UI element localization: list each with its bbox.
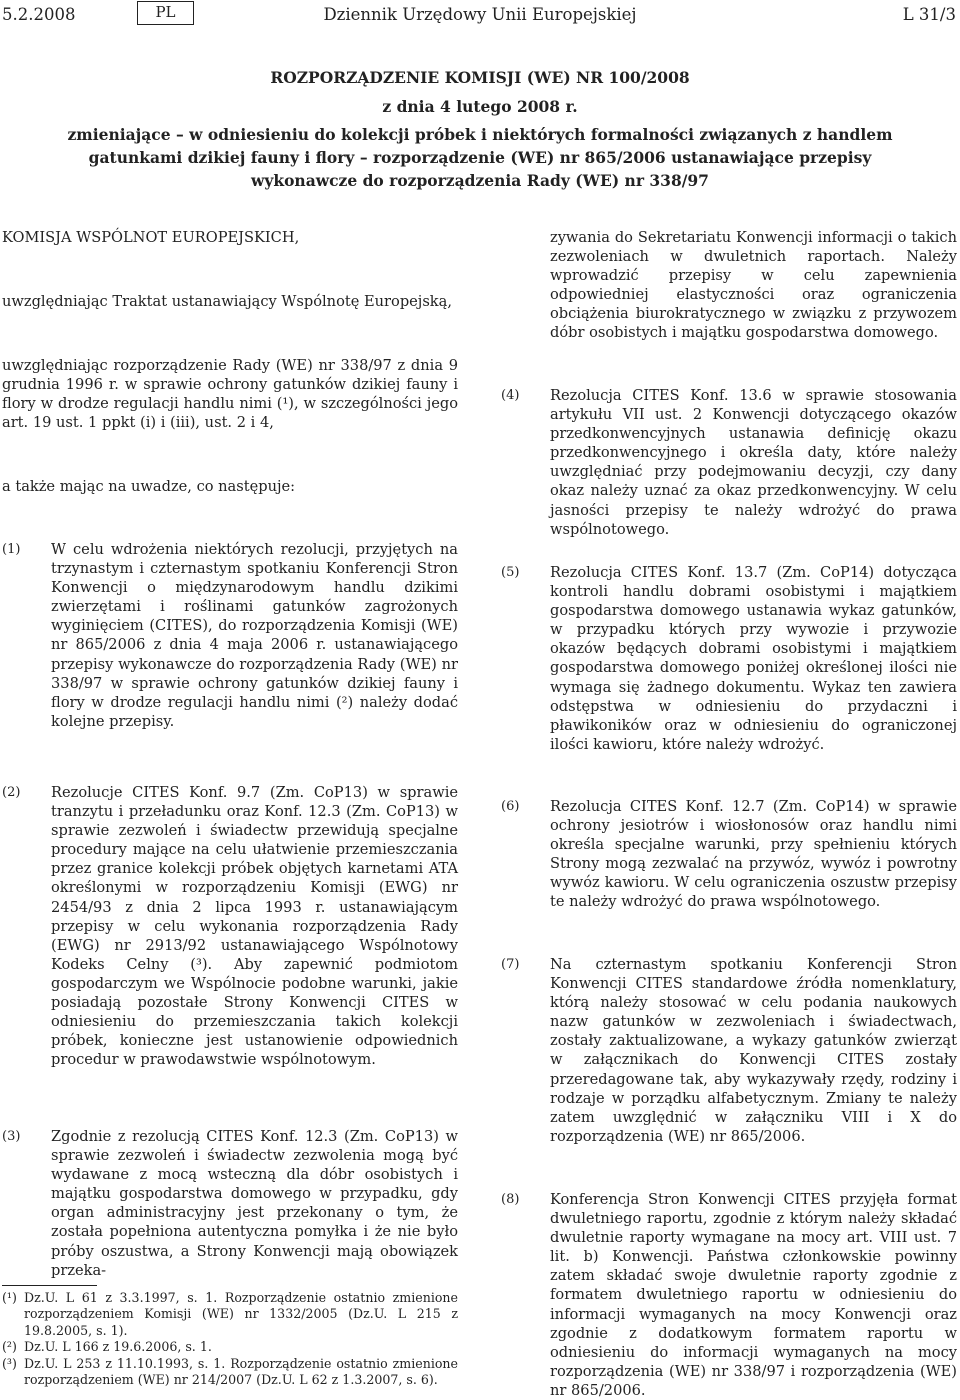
- recital-number: (7): [501, 957, 520, 972]
- recital-text: Rezolucja CITES Konf. 13.6 w sprawie stosowania artykułu VII ust. 2 Konwencji dotyczącego okazów przedkonwencyjnych ustanawia definicję okazu przedkonwencyjnego i określa daty, które należy uwzględniać przy podejmowaniu decyzji, czy dany okaz należy uznać za okaz przedkonwencyjny. W celu jasności przepisy te należy wdrożyć do prawa wspólnotowego.: [550, 387, 957, 538]
- recital-5: [501, 563, 957, 754]
- preamble-commission: KOMISJA WSPÓLNOT EUROPEJSKICH,: [2, 229, 300, 246]
- page-reference: L 31/3: [902, 5, 956, 24]
- recital-3: [2, 1127, 458, 1280]
- footnote-1: [2, 1290, 458, 1339]
- recital-4: [501, 386, 957, 539]
- footnote-number: (³): [2, 1355, 17, 1371]
- recital-7: [501, 955, 957, 1146]
- recital-number: (1): [2, 542, 21, 557]
- recital-text: Rezolucja CITES Konf. 13.7 (Zm. CoP14) dotycząca kontroli handlu dobrami osobistymi i majątkiem gospodarstwa domowego ustanawia wykaz gatunków, w przypadku których przy wywozie i przywozie okazów będących dobrami osobistymi i majątkiem gospodarstwa domowego poniżej określonej ilości nie wymaga się żadnego dokumentu. Wykaz ten zawiera odstępstwa w odniesieniu do przydaczni i pławikoników oraz w odniesieniu do ograniczonej ilości kawioru, które należy wdrożyć.: [550, 564, 957, 753]
- publication-date: 5.2.2008: [2, 5, 76, 24]
- recital-text: Zgodnie z rezolucją CITES Konf. 12.3 (Zm. CoP13) w sprawie zezwoleń i świadectw zezwolenia mogą być wydawane z mocą wsteczną dla dóbr osobistych i majątku gospodarstwa domowego w przypadku, gdy organ administracyjny jest przekonany o tym, że została popełniona autentyczna pomyłka i że nie było próby oszustwa, a Strony Konwencji mają obowiązek przeka-: [51, 1128, 458, 1279]
- recital-text: Konferencja Stron Konwencji CITES przyjęła format dwuletniego raportu, zgodnie z którym należy składać dwuletnie raporty wymagane na mocy art. VIII ust. 7 lit. b) Konwencji. Państwa członkowskie powinny zatem składać swoje dwuletnie raporty zgodnie z formatem dwuletniego raportu w odniesieniu do informacji wymaganych na mocy Konwencji oraz zgodnie z dodatkowym formatem raportu w odniesieniu do informacji wymaganych na mocy rozporządzenia (WE) nr 338/97 i rozporządzenia (WE) nr 865/2006.: [550, 1191, 957, 1399]
- footnote-number: (¹): [2, 1290, 17, 1305]
- recital-3-continued: [501, 228, 957, 343]
- journal-title: Dziennik Urzędowy Unii Europejskiej: [323, 5, 637, 24]
- preamble-regulation: uwzględniając rozporządzenie Rady (WE) nr 338/97 z dnia 9 grudnia 1996 r. w sprawie ochrony gatunków dzikiej fauny i flory w drodze regulacji handlu nimi (¹), w szczególności jego art. 19 ust. 1 ppkt (i) i (iii), ust. 2 i 4,: [2, 357, 458, 432]
- footnote-text: Dz.U. L 253 z 11.10.1993, s. 1. Rozporządzenie ostatnio zmienione rozporządzeniem (WE) nr 214/2007 (Dz.U. L 62 z 1.3.2007, s. 6).: [24, 1355, 458, 1388]
- page-header: [0, 0, 960, 28]
- recital-1: [2, 540, 458, 731]
- recital-text: zywania do Sekretariatu Konwencji informacji o takich zezwoleniach w dwuletnich raportach. Należy wprowadzić przepisy w celu zapewnienia odpowiedniej elastyczności oraz ograniczenia obciążenia biurokratycznego w związku z przywozem dóbr osobistych i majątku gospodarstwa domowego.: [550, 229, 957, 342]
- recital-number: (5): [501, 565, 520, 580]
- footnote-text: Dz.U. L 166 z 19.6.2006, s. 1.: [24, 1339, 212, 1355]
- recital-text: Na czternastym spotkaniu Konferencji Stron Konwencji CITES standardowe źródła nomenklatury, którą należy stosować w celu podania naukowych nazw gatunków w zezwoleniach i świadectwach, zostały zaktualizowane, a wykazy gatunków zwierząt w załącznikach do Konwencji CITES zostały przeredagowane tak, aby wykazywały rzędy, rodziny i rodzaje w porządku alfabetycznym. Zmiany te należy zatem uwzględnić w załączniku VIII i X do rozporządzenia (WE) nr 865/2006.: [550, 956, 957, 1145]
- recital-number: (2): [2, 785, 21, 800]
- preamble-whereas: a także mając na uwadze, co następuje:: [2, 478, 296, 495]
- regulation-title: ROZPORZĄDZENIE KOMISJI (WE) NR 100/2008: [270, 68, 690, 87]
- recital-text: Rezolucja CITES Konf. 12.7 (Zm. CoP14) w sprawie ochrony jesiotrów i wiosłonosów oraz handlu nimi określa specjalne warunki, przy spełnieniu których Strony mogą zezwalać na przywóz, wywóz i powrotny wywóz kawioru. W celu ograniczenia oszustw przepisy te należy wdrożyć do prawa wspólnotowego.: [550, 798, 957, 911]
- footnote-3: [2, 1356, 458, 1389]
- recital-2: [2, 783, 458, 1069]
- footnote-divider: [2, 1285, 97, 1286]
- regulation-subject: zmieniające – w odniesieniu do kolekcji próbek i niektórych formalności związanych z handlem gatunkami dzikiej fauny i flory – rozporządzenie (WE) nr 865/2006 ustanawiające przepisy wykonawcze do rozporządzenia Rady (WE) nr 338/97: [67, 125, 893, 190]
- recital-text: W celu wdrożenia niektórych rezolucji, przyjętych na trzynastym i czternastym spotkaniu Konferencji Stron Konwencji o międzynarodowym handlu dzikimi zwierzętami i roślinami gatunków zagrożonych wyginięciem (CITES), do rozporządzenia Komisji (WE) nr 865/2006 z dnia 4 maja 2006 r. ustanawiającego przepisy wykonawcze do rozporządzenia Rady (WE) nr 338/97 w sprawie ochrony gatunków dzikiej fauny i flory w drodze regulacji handlu nimi (²) należy dodać kolejne przepisy.: [51, 541, 458, 730]
- recital-text: Rezolucje CITES Konf. 9.7 (Zm. CoP13) w sprawie tranzytu i przeładunku oraz Konf. 12.3 (Zm. CoP13) w sprawie zezwoleń i świadectw przewidują specjalne procedury mające na celu ułatwienie przemieszczania przez granice kolekcji próbek objętych karnetami ATA określonymi w rozporządzeniu Komisji (EWG) nr 2454/93 z dnia 2 lipca 1993 r. ustanawiającym przepisy w celu wykonania rozporządzenia Rady (EWG) nr 2913/92 ustanawiającego Wspólnotowy Kodeks Celny (³). Aby zapewnić podmiotom gospodarczym we Wspólnocie podobne warunki, jakie posiadają pozostałe Strony Konwencji CITES w odniesieniu do przemieszczania takich kolekcji próbek, konieczne jest ustanowienie odpowiednich procedur w prawodawstwie wspólnotowym.: [51, 784, 458, 1069]
- recital-8: [501, 1190, 957, 1400]
- language-badge: PL: [137, 1, 194, 25]
- recital-number: (3): [2, 1129, 21, 1144]
- regulation-date: z dnia 4 lutego 2008 r.: [382, 97, 578, 116]
- footnote-text: Dz.U. L 61 z 3.3.1997, s. 1. Rozporządzenie ostatnio zmienione rozporządzeniem Komisji (WE) nr 1332/2005 (Dz.U. L 215 z 19.8.2005, s. 1).: [24, 1290, 458, 1338]
- footnote-2: [2, 1339, 458, 1355]
- recital-number: (6): [501, 799, 520, 814]
- recital-number: (8): [501, 1192, 520, 1207]
- footnotes: [2, 1290, 458, 1388]
- recital-number: (4): [501, 388, 520, 403]
- preamble-treaty: uwzględniając Traktat ustanawiający Wspólnotę Europejską,: [2, 293, 452, 310]
- footnote-number: (²): [2, 1339, 17, 1355]
- recital-6: [501, 797, 957, 912]
